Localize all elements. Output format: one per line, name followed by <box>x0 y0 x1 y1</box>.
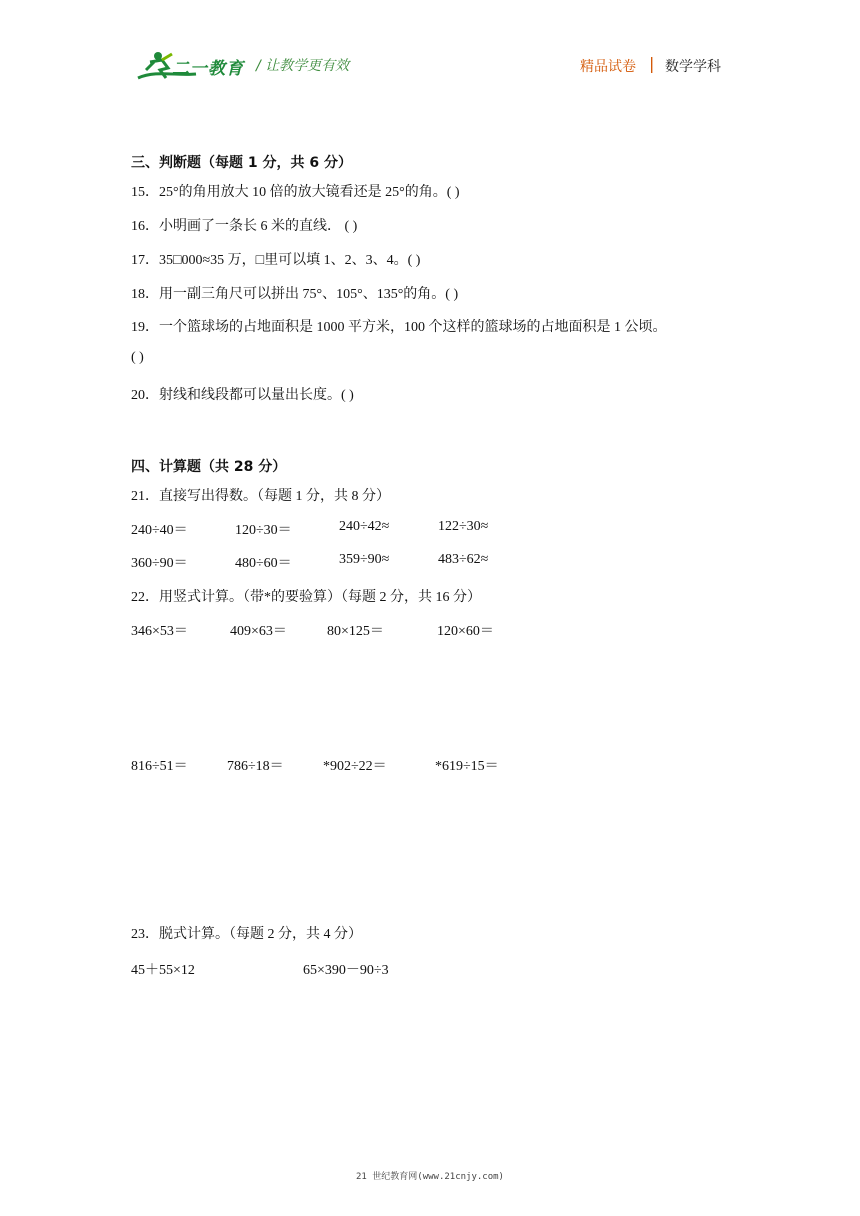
q23-item: 65×390－90÷3 <box>303 963 389 978</box>
q21-item: 240÷40＝ <box>131 523 188 538</box>
question-16: 16．小明画了一条长 6 米的直线． ( ) <box>131 219 358 234</box>
q21-item: 359÷90≈ <box>339 552 390 567</box>
q21-item: 483÷62≈ <box>438 552 489 567</box>
subject-label: 数学学科 <box>665 59 721 75</box>
q21-item: 122÷30≈ <box>438 519 489 534</box>
q21-item: 480÷60＝ <box>235 556 292 571</box>
q22-item: 786÷18＝ <box>227 759 284 774</box>
slogan: / 让教学更有效 <box>256 58 350 74</box>
q22-item: 409×63＝ <box>230 624 287 639</box>
q22-item: 816÷51＝ <box>131 759 188 774</box>
logo-text: 二一教育 <box>172 59 244 79</box>
q22-item: *902÷22＝ <box>323 759 387 774</box>
q23-item: 45＋55×12 <box>131 963 195 978</box>
question-17: 17．35□000≈35 万，□里可以填 1、2、3、4。( ) <box>131 253 421 268</box>
question-22-label: 22．用竖式计算。（带*的要验算）（每题 2 分，共 16 分） <box>131 590 481 605</box>
question-23-label: 23．脱式计算。（每题 2 分，共 4 分） <box>131 927 362 942</box>
q22-item: 346×53＝ <box>131 624 188 639</box>
q22-item: 80×125＝ <box>327 624 384 639</box>
q21-item: 360÷90＝ <box>131 556 188 571</box>
q22-item: *619÷15＝ <box>435 759 499 774</box>
brand-label: 精品试卷 <box>580 59 636 75</box>
brand-separator: | <box>649 54 655 73</box>
question-19: 19．一个篮球场的占地面积是 1000 平方米，100 个这样的篮球场的占地面积是 1 公顷。 <box>131 320 667 335</box>
section-title-judgment: 三、判断题（每题 1 分，共 6 分） <box>131 155 352 171</box>
q21-item: 240÷42≈ <box>339 519 390 534</box>
question-18: 18．用一副三角尺可以拼出 75°、105°、135°的角。( ) <box>131 287 459 302</box>
question-15: 15．25°的角用放大 10 倍的放大镜看还是 25°的角。( ) <box>131 185 460 200</box>
question-21-label: 21．直接写出得数。（每题 1 分，共 8 分） <box>131 489 390 504</box>
question-19-answer-bracket: ( ) <box>131 350 144 365</box>
q21-item: 120÷30＝ <box>235 523 292 538</box>
section-title-calculation: 四、计算题（共 28 分） <box>131 459 287 475</box>
question-20: 20．射线和线段都可以量出长度。( ) <box>131 388 354 403</box>
footer-source: 21 世纪教育网(www.21cnjy.com) <box>356 1172 504 1182</box>
q22-item: 120×60＝ <box>437 624 494 639</box>
